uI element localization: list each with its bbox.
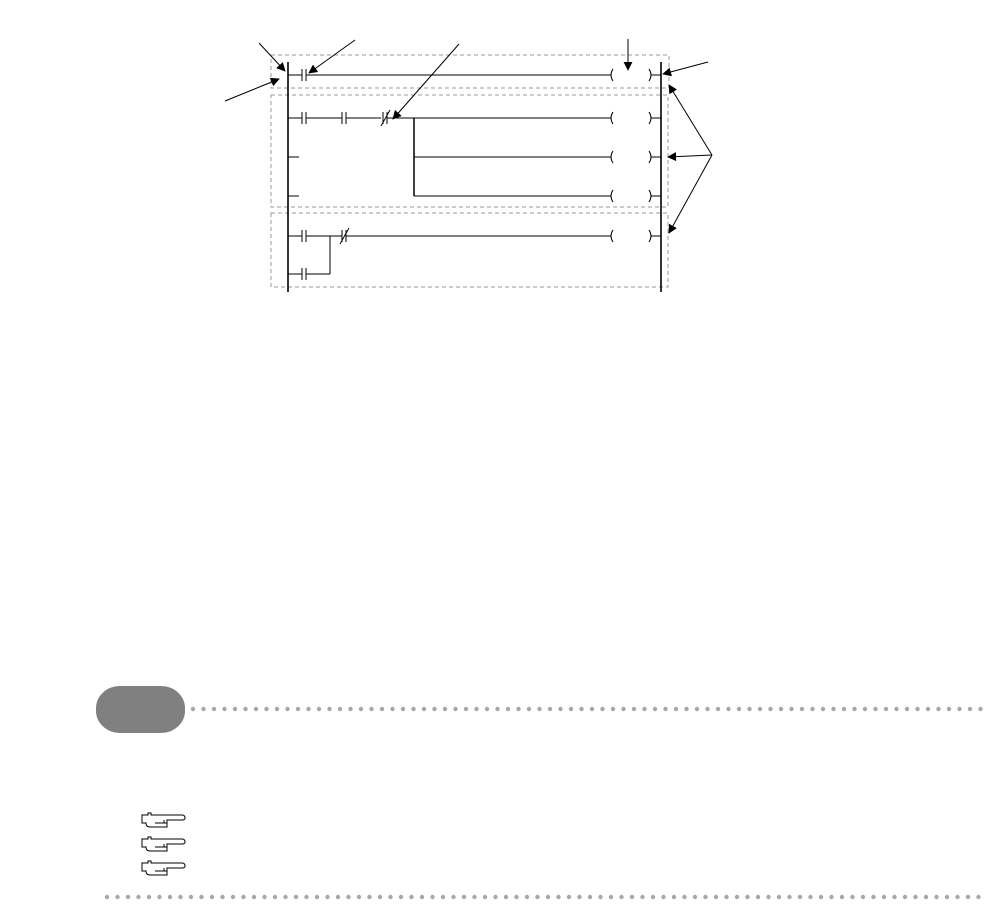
rule-dot: [852, 707, 856, 711]
callout-left-bus-upper: [259, 43, 285, 71]
rule-dot: [441, 895, 445, 899]
rule-dot: [693, 895, 697, 899]
rule-dot: [905, 707, 909, 711]
callout-block-upper: [669, 85, 712, 155]
rule-dot: [703, 895, 707, 899]
rule-dot: [632, 707, 636, 711]
rule-dot: [514, 895, 518, 899]
rule-dot: [840, 895, 844, 899]
rule-dot: [766, 895, 770, 899]
coil: [611, 230, 651, 242]
rule-dot: [359, 707, 363, 711]
rule-dot: [684, 707, 688, 711]
pointing-hand-icon: [140, 810, 186, 830]
rule-dot: [892, 895, 896, 899]
ladder-block-3: [271, 213, 668, 287]
pointing-hand-icon: [140, 858, 186, 878]
rule-dot: [399, 895, 403, 899]
rule-dot: [241, 895, 245, 899]
ladder-blocks: [271, 55, 669, 287]
rule-dot: [556, 895, 560, 899]
rule-dot: [546, 895, 550, 899]
rule-dot: [716, 707, 720, 711]
rule-dot: [495, 707, 499, 711]
rule-dot: [380, 707, 384, 711]
rule-dot: [367, 895, 371, 899]
callout-block-middle: [668, 155, 712, 157]
rule-dot: [735, 895, 739, 899]
rule-dot: [422, 707, 426, 711]
rule-dot: [821, 707, 825, 711]
rule-dot: [168, 895, 172, 899]
rule-dot: [369, 707, 373, 711]
rule-dot: [745, 895, 749, 899]
rule-dot: [903, 895, 907, 899]
rule-dot: [115, 895, 119, 899]
rule-dot: [619, 895, 623, 899]
rung-1: [288, 69, 661, 81]
rung-2: [288, 110, 661, 202]
coil: [611, 112, 651, 124]
rule-dot: [558, 707, 562, 711]
rule-dot: [861, 895, 865, 899]
rule-dot: [254, 707, 258, 711]
rule-dot: [275, 707, 279, 711]
rule-dot: [147, 895, 151, 899]
rule-dot: [789, 707, 793, 711]
rule-dot: [800, 707, 804, 711]
rule-dot: [506, 707, 510, 711]
rule-dot: [672, 895, 676, 899]
callout-block-lower: [669, 155, 712, 233]
rule-dot: [105, 895, 109, 899]
rule-dot: [453, 707, 457, 711]
rule-dot: [327, 707, 331, 711]
rule-dot: [493, 895, 497, 899]
rule-dot: [348, 707, 352, 711]
rule-dot: [390, 707, 394, 711]
rule-dot: [485, 707, 489, 711]
rule-dot: [957, 707, 961, 711]
rule-dot: [210, 895, 214, 899]
rule-dot: [756, 895, 760, 899]
rule-dot: [842, 707, 846, 711]
rule-dot: [598, 895, 602, 899]
rule-dot: [819, 895, 823, 899]
rule-dot: [829, 895, 833, 899]
rule-dot: [535, 895, 539, 899]
rule-dot: [325, 895, 329, 899]
rule-dot: [462, 895, 466, 899]
rule-dot: [621, 707, 625, 711]
dotted-rule-top: [191, 707, 983, 711]
ladder-block-2: [271, 95, 668, 207]
rule-dot: [451, 895, 455, 899]
rule-dot: [913, 895, 917, 899]
rule-dot: [724, 895, 728, 899]
rule-dot: [483, 895, 487, 899]
coil: [611, 190, 651, 202]
rule-dot: [233, 707, 237, 711]
rule-dot: [882, 895, 886, 899]
rule-dot: [590, 707, 594, 711]
rule-dot: [222, 707, 226, 711]
rule-dot: [714, 895, 718, 899]
rule-dot: [651, 895, 655, 899]
rule-dot: [884, 707, 888, 711]
rule-dot: [283, 895, 287, 899]
rule-dot: [768, 707, 772, 711]
rule-dot: [527, 707, 531, 711]
rule-dot: [873, 707, 877, 711]
rule-dot: [577, 895, 581, 899]
rule-dot: [262, 895, 266, 899]
rule-dot: [420, 895, 424, 899]
ladder-block-1: [271, 55, 669, 88]
contact-no: [302, 69, 306, 81]
rule-dot: [924, 895, 928, 899]
rule-dot: [315, 895, 319, 899]
rule-dot: [136, 895, 140, 899]
rule-dot: [661, 895, 665, 899]
rule-dot: [411, 707, 415, 711]
coil: [611, 151, 651, 163]
rule-dot: [947, 707, 951, 711]
rule-dot: [304, 895, 308, 899]
contact-no: [302, 112, 306, 124]
rule-dot: [273, 895, 277, 899]
rule-dot: [378, 895, 382, 899]
rule-dot: [432, 707, 436, 711]
rule-dot: [212, 707, 216, 711]
rule-dot: [401, 707, 405, 711]
rule-dot: [611, 707, 615, 711]
rule-dot: [191, 707, 195, 711]
rule-dot: [976, 895, 980, 899]
rule-dot: [569, 707, 573, 711]
rule-dot: [663, 707, 667, 711]
rule-dot: [926, 707, 930, 711]
rule-dot: [199, 895, 203, 899]
rule-dot: [474, 707, 478, 711]
rule-dot: [157, 895, 161, 899]
rule-dot: [945, 895, 949, 899]
rule-dot: [850, 895, 854, 899]
rule-dot: [201, 707, 205, 711]
contact-no: [342, 112, 346, 124]
rule-dot: [609, 895, 613, 899]
rule-dot: [336, 895, 340, 899]
rule-dot: [955, 895, 959, 899]
contact-no: [302, 268, 306, 280]
rule-dot: [346, 895, 350, 899]
rule-dot: [695, 707, 699, 711]
rule-dot: [189, 895, 193, 899]
rule-dot: [357, 895, 361, 899]
rule-dot: [430, 895, 434, 899]
rule-dot: [894, 707, 898, 711]
rule-dot: [504, 895, 508, 899]
rule-dot: [808, 895, 812, 899]
rule-dot: [936, 707, 940, 711]
rule-dot: [642, 707, 646, 711]
rule-dot: [548, 707, 552, 711]
rule-dot: [472, 895, 476, 899]
rule-dot: [464, 707, 468, 711]
rule-dot: [537, 707, 541, 711]
rule-dot: [682, 895, 686, 899]
rule-dot: [525, 895, 529, 899]
rule-dot: [264, 707, 268, 711]
contact-no: [302, 230, 306, 242]
coil: [611, 69, 651, 81]
rule-dot: [798, 895, 802, 899]
rule-dot: [516, 707, 520, 711]
rule-dot: [588, 895, 592, 899]
rule-dot: [978, 707, 982, 711]
rule-dot: [220, 895, 224, 899]
rule-dot: [409, 895, 413, 899]
rule-dot: [915, 707, 919, 711]
rule-dot: [934, 895, 938, 899]
rule-dot: [306, 707, 310, 711]
rule-dot: [231, 895, 235, 899]
rule-dot: [777, 895, 781, 899]
rule-dot: [871, 895, 875, 899]
rule-dot: [779, 707, 783, 711]
rule-dot: [296, 707, 300, 711]
rule-dot: [285, 707, 289, 711]
dotted-rule-bottom: [105, 895, 981, 899]
rule-dot: [831, 707, 835, 711]
callout-right-bus: [663, 62, 708, 74]
rule-dot: [810, 707, 814, 711]
rule-dot: [966, 895, 970, 899]
rule-dot: [787, 895, 791, 899]
rule-dot: [674, 707, 678, 711]
rule-dot: [178, 895, 182, 899]
rule-dot: [317, 707, 321, 711]
callout-contact-no: [309, 40, 355, 73]
rule-dot: [567, 895, 571, 899]
rule-dot: [443, 707, 447, 711]
rule-dot: [747, 707, 751, 711]
rung-3: [288, 228, 661, 280]
rule-dot: [737, 707, 741, 711]
rule-dot: [243, 707, 247, 711]
rule-dot: [294, 895, 298, 899]
rule-dot: [579, 707, 583, 711]
rule-dot: [653, 707, 657, 711]
rule-dot: [126, 895, 130, 899]
rule-dot: [758, 707, 762, 711]
rule-dot: [640, 895, 644, 899]
rule-dot: [705, 707, 709, 711]
rule-dot: [968, 707, 972, 711]
point-badge: [96, 686, 185, 733]
pointing-hand-icon: [140, 834, 186, 854]
rule-dot: [630, 895, 634, 899]
rule-dot: [388, 895, 392, 899]
rule-dot: [726, 707, 730, 711]
rule-dot: [252, 895, 256, 899]
rule-dot: [338, 707, 342, 711]
callout-arrows: [225, 39, 712, 233]
rule-dot: [863, 707, 867, 711]
rule-dot: [600, 707, 604, 711]
